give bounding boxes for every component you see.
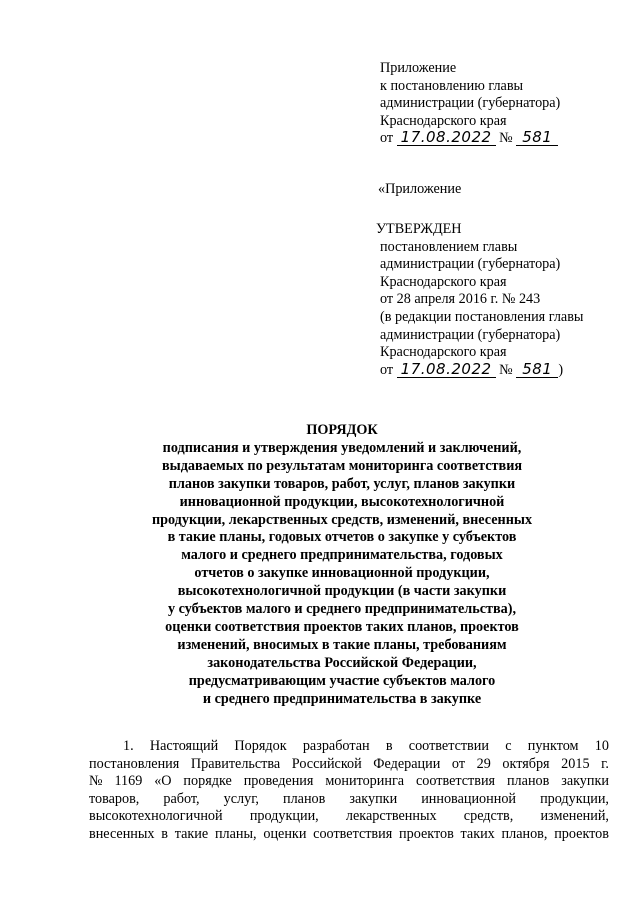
body-word: мониторинга bbox=[325, 773, 405, 790]
body-word: работ, bbox=[163, 790, 200, 807]
title-line: предусматривающим участие субъектов малого bbox=[188, 672, 496, 689]
body-word: закупки bbox=[349, 790, 398, 807]
body-word: планов bbox=[506, 773, 550, 790]
body-word: Российской bbox=[291, 755, 362, 772]
body-word: 29 bbox=[476, 755, 491, 772]
body-word: 10 bbox=[594, 738, 609, 754]
title-line: выдаваемых по результатам мониторинга соответствия bbox=[161, 457, 523, 474]
body-word: соответствия bbox=[415, 773, 496, 790]
approved-heading: УТВЕРЖДЕН bbox=[376, 221, 462, 237]
document-title bbox=[0, 422, 640, 709]
body-word: высокотехнологичной bbox=[89, 808, 223, 825]
body-word: «О bbox=[154, 773, 172, 790]
body-word: соответствии bbox=[408, 738, 489, 754]
body-word: 1. bbox=[123, 738, 134, 754]
body-word: услуг, bbox=[223, 790, 259, 807]
handwritten-date: 17.08.2022 bbox=[397, 362, 496, 378]
quote-appendix-label: «Приложение bbox=[378, 181, 462, 197]
body-word: закупки bbox=[561, 773, 609, 790]
body-line bbox=[89, 756, 609, 774]
body-word: с bbox=[505, 738, 512, 754]
body-word: пунктом bbox=[527, 738, 579, 754]
appendix-header bbox=[380, 60, 560, 148]
body-word: Настоящий bbox=[149, 738, 219, 754]
body-word: Правительства bbox=[190, 755, 281, 772]
title-heading: ПОРЯДОК bbox=[306, 422, 378, 438]
appendix-line: Краснодарского края bbox=[380, 112, 507, 129]
body-line bbox=[89, 826, 609, 844]
body-word: планов, bbox=[501, 825, 548, 842]
approved-line: администрации (губернатора) bbox=[380, 256, 561, 273]
body-word: 1169 bbox=[114, 773, 143, 790]
body-word: планы, bbox=[214, 825, 257, 842]
appendix-date-line bbox=[380, 130, 560, 148]
body-word: внесенных bbox=[89, 825, 155, 842]
title-line: изменений, вносимых в такие планы, требованиям bbox=[177, 636, 507, 653]
body-word: лекарственных bbox=[345, 808, 437, 825]
approved-block bbox=[376, 221, 583, 379]
approved-line: Краснодарского края bbox=[380, 344, 507, 361]
title-line: продукции, лекарственных средств, изменений, внесенных bbox=[151, 511, 533, 528]
body-line bbox=[89, 738, 609, 756]
body-word: проектов bbox=[554, 825, 609, 842]
body-word: средств, bbox=[463, 808, 514, 825]
body-word: оценки bbox=[263, 825, 307, 842]
date-prefix: от bbox=[380, 361, 394, 378]
approved-line: Краснодарского края bbox=[380, 273, 507, 290]
title-line: инновационной продукции, высокотехнологичной bbox=[179, 493, 505, 510]
date-prefix: от bbox=[380, 130, 394, 147]
body-paragraph bbox=[89, 738, 609, 844]
body-line bbox=[89, 791, 609, 809]
appendix-line: к постановлению главы bbox=[380, 77, 524, 94]
body-word: Федерации bbox=[373, 755, 441, 772]
title-line: малого и среднего предпринимательства, годовых bbox=[181, 547, 503, 564]
appendix-line: администрации (губернатора) bbox=[380, 95, 561, 112]
body-word: от bbox=[451, 755, 466, 772]
body-word: изменений, bbox=[540, 808, 609, 825]
approved-line: администрации (губернатора) bbox=[380, 326, 561, 343]
body-word: Порядок bbox=[234, 738, 287, 754]
body-word: такие bbox=[174, 825, 209, 842]
title-line: в такие планы, годовых отчетов о закупке у субъектов bbox=[167, 529, 517, 546]
body-word: проведения bbox=[243, 773, 314, 790]
appendix-line: Приложение bbox=[380, 60, 457, 76]
title-line: высокотехнологичной продукции (в части закупки bbox=[177, 583, 507, 600]
body-word: товаров, bbox=[89, 790, 140, 807]
body-word: разработан bbox=[302, 738, 370, 754]
number-prefix: № bbox=[499, 361, 513, 378]
body-word: постановления bbox=[89, 755, 180, 772]
body-word: инновационной bbox=[421, 790, 517, 807]
number-prefix: № bbox=[499, 130, 513, 147]
body-word: продукции, bbox=[540, 790, 609, 807]
body-word: № bbox=[89, 773, 103, 790]
body-word: порядке bbox=[183, 773, 232, 790]
title-line: подписания и утверждения уведомлений и заключений, bbox=[162, 439, 522, 456]
body-word: г. bbox=[601, 755, 609, 772]
title-line: планов закупки товаров, работ, услуг, планов закупки bbox=[168, 475, 516, 492]
body-word: таких bbox=[460, 825, 495, 842]
approved-date-line bbox=[376, 359, 583, 380]
body-word: планов bbox=[283, 790, 326, 807]
body-word: 2015 bbox=[561, 755, 590, 772]
title-line: законодательства Российской Федерации, bbox=[207, 654, 477, 671]
body-word: соответствия bbox=[313, 825, 393, 842]
handwritten-number: 581 bbox=[516, 362, 558, 378]
handwritten-date: 17.08.2022 bbox=[397, 130, 496, 146]
body-word: проектов bbox=[399, 825, 454, 842]
title-line: оценки соответствия проектов таких планов, проектов bbox=[165, 618, 519, 635]
body-word: продукции, bbox=[249, 808, 319, 825]
body-line bbox=[89, 773, 609, 791]
handwritten-number: 581 bbox=[516, 130, 558, 146]
title-line: отчетов о закупке инновационной продукции, bbox=[194, 565, 490, 582]
title-line: и среднего предпринимательства в закупке bbox=[202, 690, 482, 707]
body-word: октября bbox=[502, 755, 550, 772]
approved-line: от 28 апреля 2016 г. № 243 bbox=[380, 291, 541, 308]
body-word: в bbox=[161, 825, 168, 842]
body-word: в bbox=[385, 738, 393, 754]
closing-paren: ) bbox=[558, 361, 564, 378]
approved-line: постановлением главы bbox=[380, 238, 518, 255]
approved-line: (в редакции постановления главы bbox=[380, 308, 584, 325]
body-line bbox=[89, 808, 609, 826]
title-line: у субъектов малого и среднего предпринимательства), bbox=[167, 601, 517, 618]
